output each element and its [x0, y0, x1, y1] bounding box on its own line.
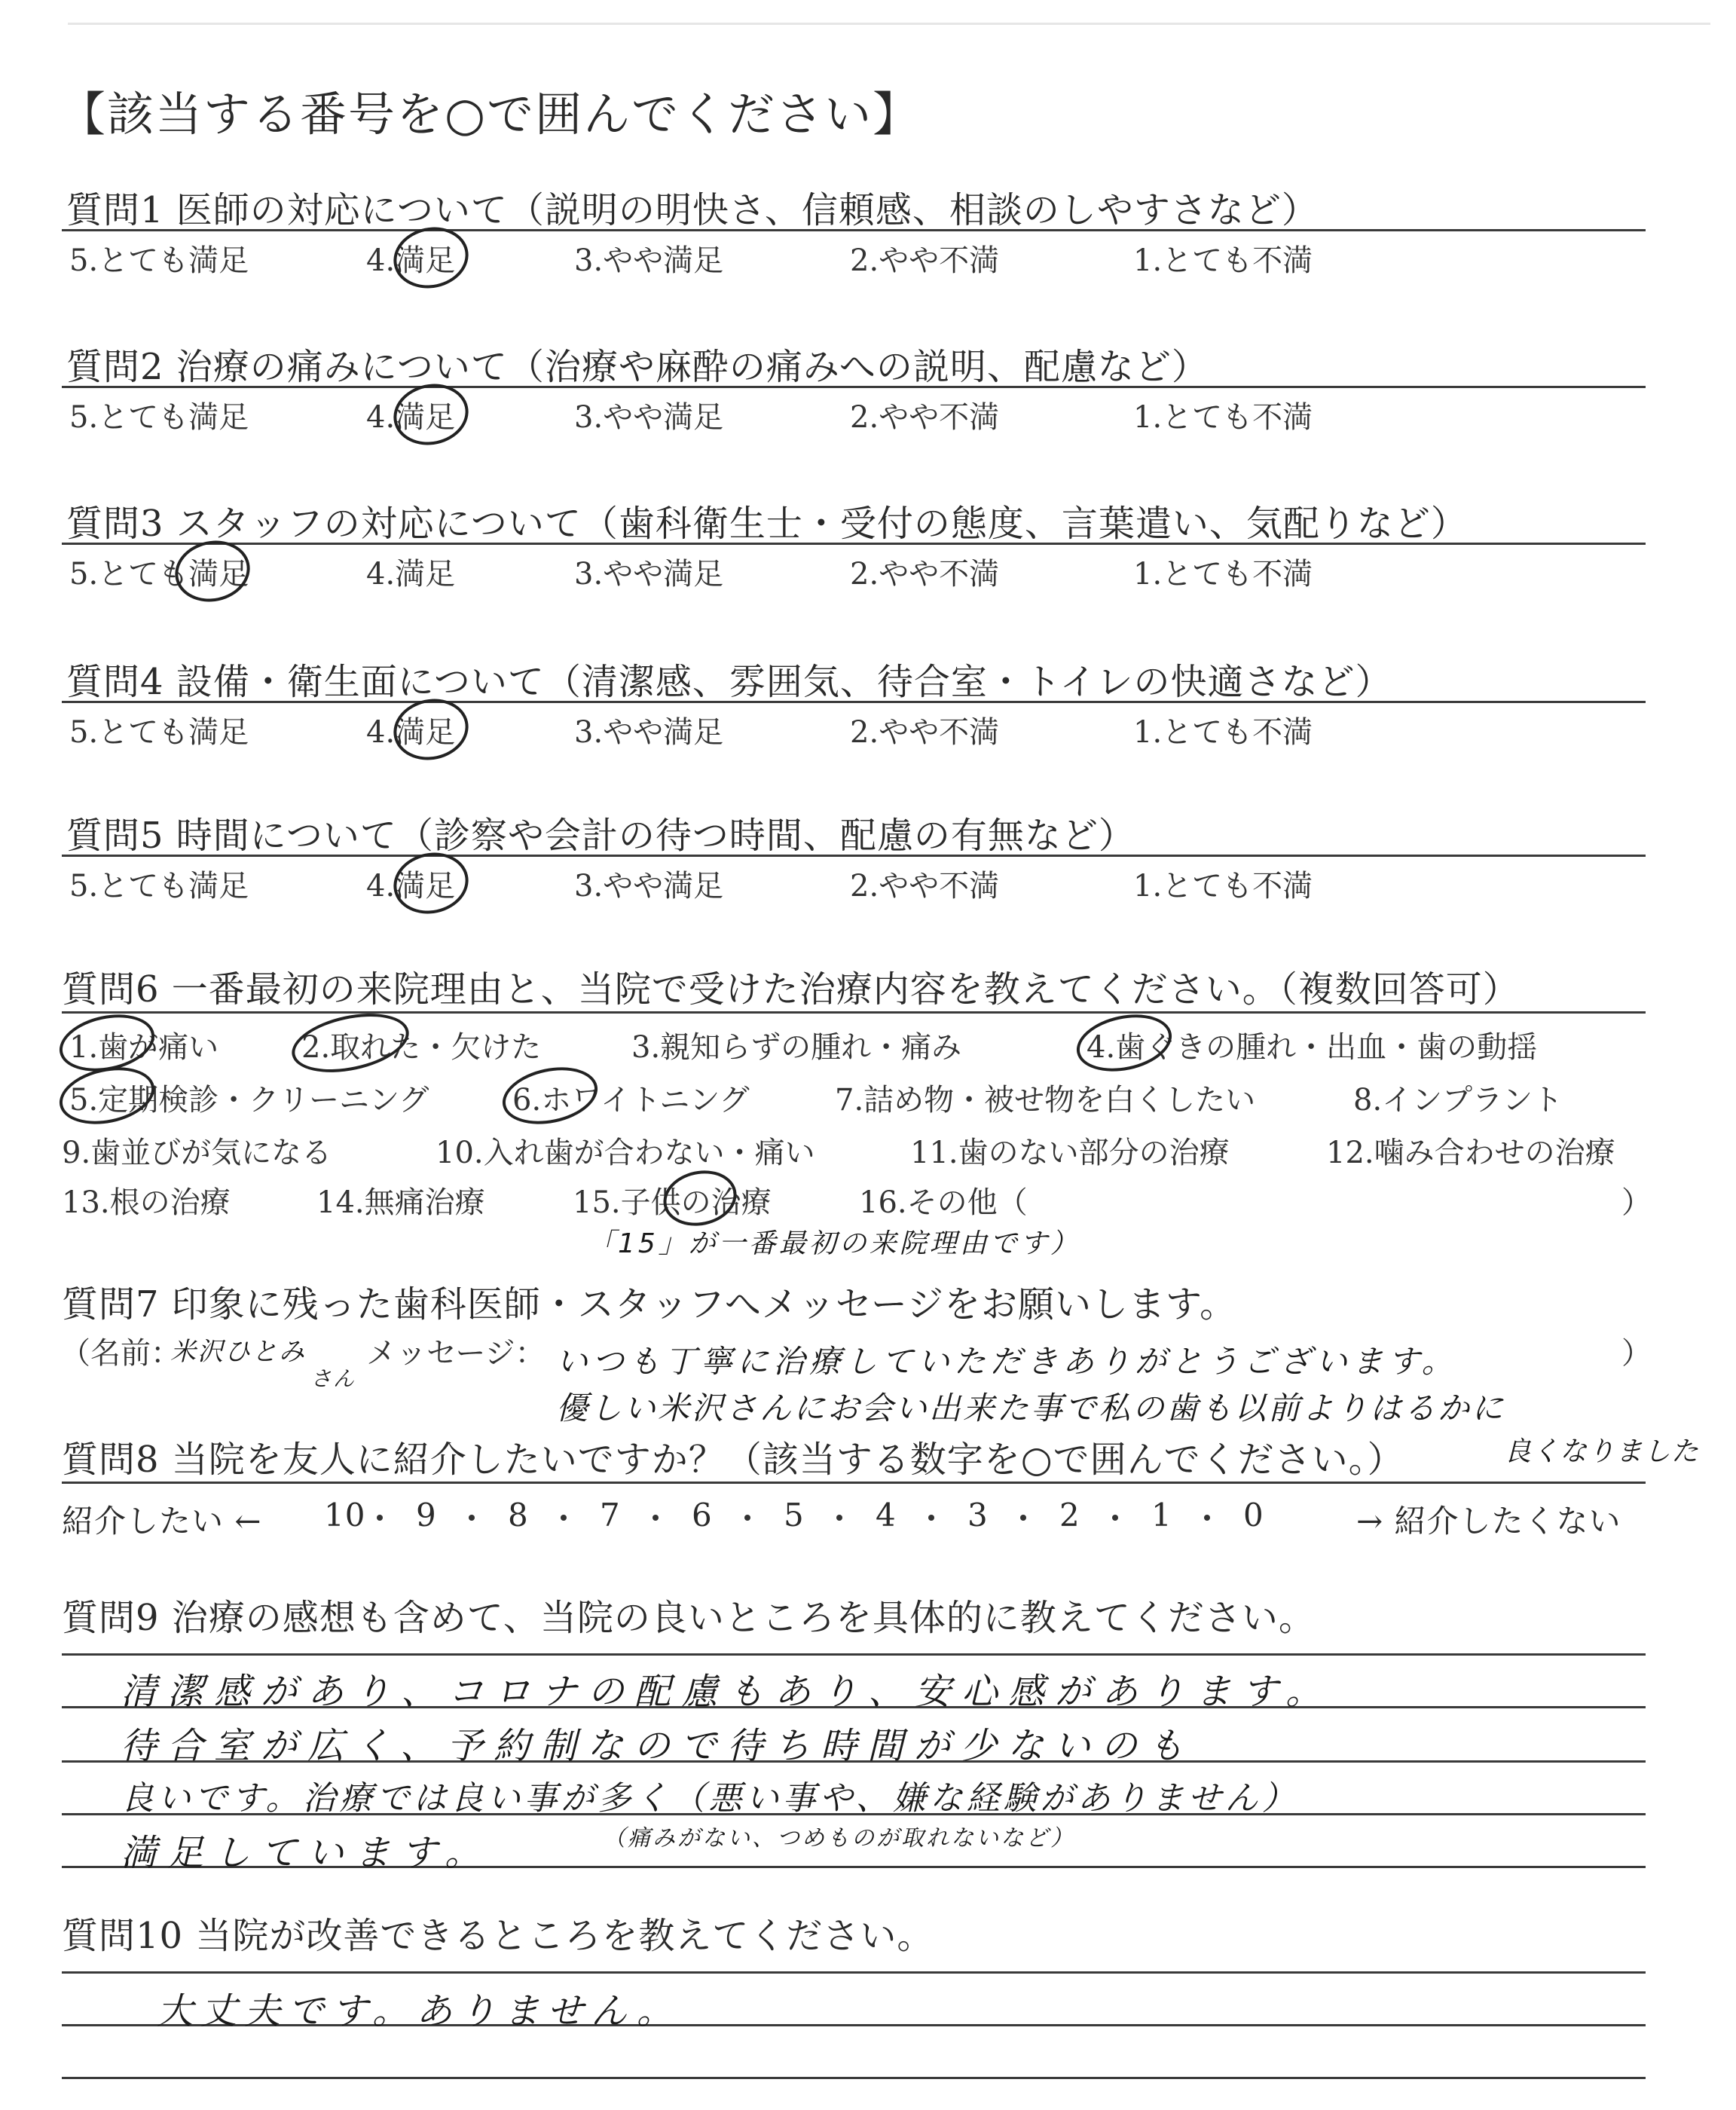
q6-option-8[interactable]: 8.インプラント [1353, 1083, 1563, 1118]
q9-rule-1 [62, 1653, 1646, 1656]
q6-option-16[interactable]: 16.その他（ [859, 1185, 1028, 1220]
q2-option-2[interactable]: 2.やや不満 [850, 400, 1000, 435]
q8-score-4[interactable]: 4 [876, 1497, 897, 1534]
q8-score-7[interactable]: 7 [600, 1497, 621, 1534]
q5-option-2[interactable]: 2.やや不満 [850, 869, 1000, 904]
q7-message-line-3: 良くなりました [1504, 1436, 1700, 1467]
q1-option-3[interactable]: 3.やや満足 [574, 243, 724, 278]
q6-option-11[interactable]: 11.歯のない部分の治療 [910, 1136, 1230, 1170]
q2-option-3[interactable]: 3.やや満足 [574, 400, 724, 435]
q1-option-5[interactable]: 5.とても満足 [69, 243, 249, 278]
q3-option-3[interactable]: 3.やや満足 [574, 557, 724, 592]
q8-separator-dot [377, 1515, 383, 1521]
q5-option-1[interactable]: 1.とても不満 [1133, 869, 1313, 904]
q8-score-6[interactable]: 6 [692, 1497, 713, 1534]
q3-rule [62, 543, 1646, 545]
q4-option-2[interactable]: 2.やや不満 [850, 715, 1000, 750]
q3-label: 質問3 スタッフの対応について（歯科衛生士・受付の態度、言葉遣い、気配りなど） [66, 503, 1468, 545]
q7-message-line-1: いつも丁寧に治療していただきありがとうございます。 [556, 1343, 1458, 1380]
q8-score-5[interactable]: 5 [784, 1497, 805, 1534]
q3-option-1[interactable]: 1.とても不満 [1133, 557, 1313, 592]
q6-option-14[interactable]: 14.無痛治療 [316, 1185, 485, 1220]
q7-close-paren: ） [1621, 1336, 1652, 1371]
q6-rule [62, 1011, 1646, 1014]
q8-separator-dot [928, 1515, 934, 1521]
q8-separator-dot [469, 1515, 475, 1521]
scan-edge [68, 23, 1710, 25]
q9-answer-line-2: 待合室が広く、予約制なので待ち時間が少ないのも [121, 1725, 1195, 1767]
q8-left-label: 紹介したい ← [62, 1503, 262, 1540]
q10-label: 質問10 当院が改善できるところを教えてください。 [62, 1915, 934, 1957]
q5-option-3[interactable]: 3.やや満足 [574, 869, 724, 904]
q6-option-13[interactable]: 13.根の治療 [62, 1185, 231, 1220]
q2-label: 質問2 治療の痛みについて（治療や麻酔の痛みへの説明、配慮など） [66, 346, 1209, 388]
q1-option-1[interactable]: 1.とても不満 [1133, 243, 1313, 278]
q8-separator-dot [744, 1515, 750, 1521]
q8-score-0[interactable]: 0 [1243, 1497, 1264, 1534]
q1-option-4[interactable]: 4.満足 [366, 243, 456, 278]
q4-option-4[interactable]: 4.満足 [366, 715, 456, 750]
q8-score-8[interactable]: 8 [508, 1497, 529, 1534]
q2-option-5[interactable]: 5.とても満足 [69, 400, 249, 435]
q9-label: 質問9 治療の感想も含めて、当院の良いところを具体的に教えてください。 [62, 1597, 1316, 1639]
q7-message-line-2: 優しい米沢さんにお会い出来た事で私の歯も以前よりはるかに [556, 1390, 1506, 1427]
q6-option-9[interactable]: 9.歯並びが気になる [62, 1136, 332, 1170]
q9-answer-line-4: 満足しています。 [121, 1832, 492, 1874]
q4-rule [62, 701, 1646, 703]
q8-separator-dot [561, 1515, 567, 1521]
q2-option-4[interactable]: 4.満足 [366, 400, 456, 435]
q6-option-4[interactable]: 4.歯ぐきの腫れ・出血・歯の動揺 [1087, 1030, 1538, 1065]
q7-name-suffix: さん [310, 1366, 356, 1391]
q2-option-1[interactable]: 1.とても不満 [1133, 400, 1313, 435]
q9-aside: （痛みがない、つめものが取れないなど） [603, 1825, 1075, 1852]
q3-option-2[interactable]: 2.やや不満 [850, 557, 1000, 592]
q10-rule-1 [62, 1971, 1646, 1974]
q8-separator-dot [836, 1515, 842, 1521]
q10-rule-3 [62, 2077, 1646, 2079]
q10-answer: 大丈夫です。ありません。 [157, 1990, 681, 2032]
q5-option-5[interactable]: 5.とても満足 [69, 869, 249, 904]
q1-label: 質問1 医師の対応について（説明の明快さ、信頼感、相談のしやすさなど） [66, 189, 1319, 231]
q6-option-1[interactable]: 1.歯が痛い [69, 1030, 219, 1065]
q8-separator-dot [1112, 1515, 1118, 1521]
page-title: 【該当する番号を○で囲んでください】 [59, 87, 921, 142]
q6-option-3[interactable]: 3.親知らずの腫れ・痛み [631, 1030, 962, 1065]
q8-label: 質問8 当院を友人に紹介したいですか？（該当する数字を○で囲んでください。） [62, 1439, 1404, 1481]
q8-separator-dot [1204, 1515, 1210, 1521]
q1-option-2[interactable]: 2.やや不満 [850, 243, 1000, 278]
q8-score-9[interactable]: 9 [416, 1497, 437, 1534]
q3-option-4[interactable]: 4.満足 [366, 557, 456, 592]
q1-rule [62, 229, 1646, 231]
q7-name-value: 米沢ひとみ [170, 1337, 306, 1367]
q8-score-10[interactable]: 10 [324, 1497, 366, 1534]
q7-label: 質問7 印象に残った歯科医師・スタッフへメッセージをお願いします。 [62, 1283, 1237, 1326]
q6-option-6[interactable]: 6.ホワイトニング [512, 1083, 750, 1118]
q7-name-label: （名前： [60, 1336, 181, 1371]
q7-message-label: メッセージ： [366, 1336, 546, 1371]
q9-answer-line-3: 良いです。治療では良い事が多く（悪い事や、嫌な経験がありません） [121, 1779, 1299, 1818]
q5-option-4[interactable]: 4.満足 [366, 869, 456, 904]
q6-option-10[interactable]: 10.入れ歯が合わない・痛い [436, 1136, 815, 1170]
q8-score-3[interactable]: 3 [967, 1497, 989, 1534]
q6-option-7[interactable]: 7.詰め物・被せ物を白くしたい [835, 1083, 1256, 1118]
q4-option-1[interactable]: 1.とても不満 [1133, 715, 1313, 750]
q8-separator-dot [653, 1515, 659, 1521]
q8-right-label: → 紹介したくない [1356, 1503, 1621, 1540]
q5-rule [62, 855, 1646, 857]
q6-option-2[interactable]: 2.取れた・欠けた [301, 1030, 542, 1065]
q6-option-5[interactable]: 5.定期検診・クリーニング [69, 1083, 429, 1118]
q4-option-3[interactable]: 3.やや満足 [574, 715, 724, 750]
q8-rule [62, 1482, 1646, 1484]
q3-option-5[interactable]: 5.とても満足 [69, 557, 249, 592]
q4-label: 質問4 設備・衛生面について（清潔感、雰囲気、待合室・トイレの快適さなど） [66, 661, 1392, 703]
q6-option-12[interactable]: 12.噛み合わせの治療 [1326, 1136, 1615, 1170]
q8-separator-dot [1020, 1515, 1026, 1521]
q6-close-paren: ） [1621, 1185, 1652, 1220]
q6-option-15[interactable]: 15.子供の治療 [573, 1185, 772, 1220]
q4-option-5[interactable]: 5.とても満足 [69, 715, 249, 750]
q8-score-2[interactable]: 2 [1059, 1497, 1080, 1534]
q8-score-1[interactable]: 1 [1151, 1497, 1172, 1534]
q6-note: 「15」が一番最初の来院理由です） [588, 1228, 1080, 1259]
q6-label: 質問6 一番最初の来院理由と、当院で受けた治療内容を教えてください。（複数回答可） [62, 968, 1520, 1011]
q9-answer-line-1: 清潔感があり、コロナの配慮もあり、安心感があります。 [121, 1671, 1333, 1713]
q2-rule [62, 386, 1646, 388]
q5-label: 質問5 時間について（診察や会計の待つ時間、配慮の有無など） [66, 815, 1135, 857]
